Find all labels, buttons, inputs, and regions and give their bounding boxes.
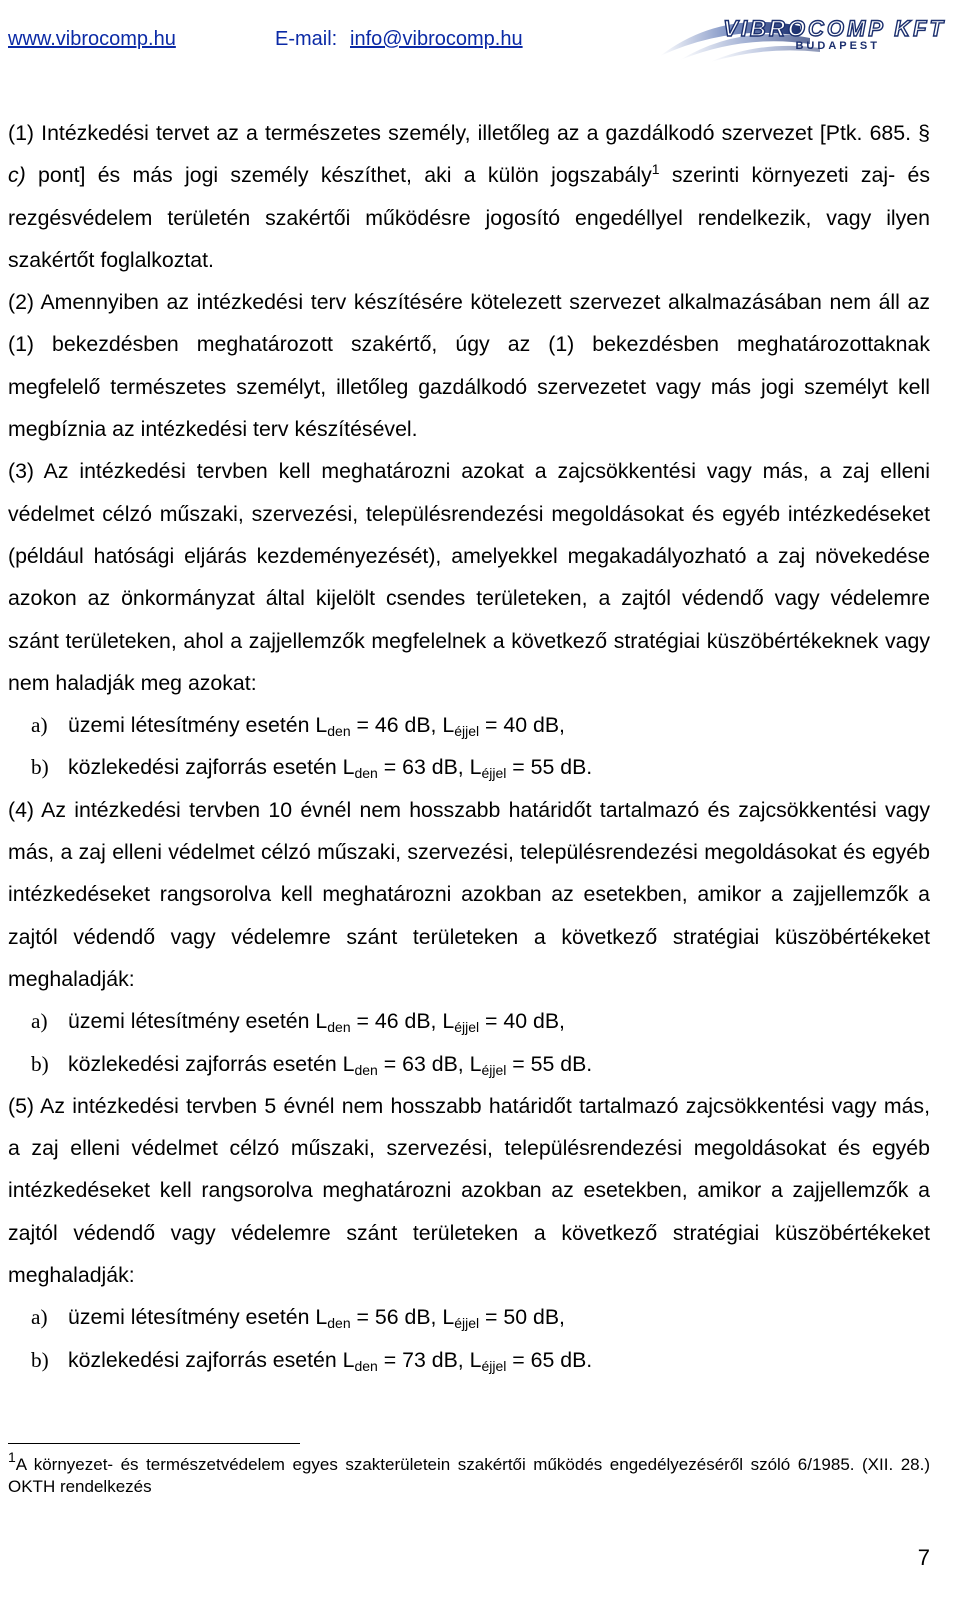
paragraph-3: (3) Az intézkedési tervben kell meghatározni azokat a zajcsökkentési vagy más, a zaj elleni védelmet célzó műszaki, szervezési, településrendezési megoldásokat és egyéb intézkedéseket (például hatósági eljárás kezdeményezését), amelyekkel megakadályozható a zaj növekedése azokon az önkormányzat által kijelölt csendes területeken, a zajtól védendő vagy védelemre szánt területeken, ahol a zajjellemzők megfelelnek a következő stratégiai küszöbértékeknek vagy nem haladják meg azokat:	[8, 459, 930, 695]
item-text: közlekedési zajforrás esetén L	[68, 755, 355, 780]
list-item	[8, 1339, 930, 1381]
paragraph-4: (4) Az intézkedési tervben 10 évnél nem hosszabb határidőt tartalmazó és zajcsökkentési vagy más, a zaj elleni védelmet célzó műszaki, szervezési, településrendezési megoldásokat és egyéb intézkedéseket rangsorolva kell meghatározni azokban az esetekben, amikor a zajjellemzők a zajtól védendő vagy védelemre szánt területeken a következő stratégiai küszöbértékeket meghaladják:	[8, 797, 930, 991]
email-link[interactable]: info@vibrocomp.hu	[350, 28, 523, 50]
item-text: = 50 dB,	[479, 1305, 565, 1330]
subscript: éjjel	[454, 723, 480, 740]
list-item	[8, 1000, 930, 1042]
item-text: közlekedési zajforrás esetén L	[68, 1347, 355, 1372]
subscript: den	[354, 1357, 378, 1374]
subscript: éjjel	[454, 1315, 480, 1332]
item-text: üzemi létesítmény esetén L	[68, 1009, 328, 1034]
email-label: E-mail:	[275, 28, 338, 50]
document-body	[8, 112, 930, 1381]
paragraph-1-text-c: szerinti környezeti zaj- és rezgésvédelem területén szakértői működésre jogosító engedéllyel rendelkezik, vagy ilyen szakértőt foglalkoztat.	[8, 163, 931, 272]
item-text: = 55 dB.	[506, 1051, 593, 1076]
footnote-text: A környezet- és természetvédelem egyes szakterületein szakértői működés engedélyezéséről szóló 6/1985. (XII. 28.) OKTH rendelkezés	[8, 1455, 930, 1496]
list-item	[8, 1296, 930, 1338]
subscript: éjjel	[481, 765, 507, 782]
paragraph-5: (5) Az intézkedési tervben 5 évnél nem hosszabb határidőt tartalmazó zajcsökkentési vagy más, a zaj elleni védelmet célzó műszaki, szervezési, településrendezési megoldásokat és egyéb intézkedéseket kell rangsorolva meghatározni azokban az esetekben, amikor a zajjellemzők a zajtól védendő vagy védelemre szánt területeken a következő stratégiai küszöbértékeket meghaladják:	[8, 1093, 930, 1288]
paragraph-2: (2) Amennyiben az intézkedési terv készítésére kötelezett szervezet alkalmazásában nem áll az (1) bekezdésben meghatározott szakértő, úgy az (1) bekezdésben meghatározottaknak megfelelő természetes személyt, illetőleg gazdálkodó szervezetet vagy más jogi személyt kell megbíznia az intézkedési terv készítésével.	[8, 290, 930, 442]
subscript: den	[327, 1315, 351, 1332]
subscript: éjjel	[481, 1357, 507, 1374]
website-link[interactable]: www.vibrocomp.hu	[8, 28, 176, 50]
list-item	[8, 1043, 930, 1085]
paragraph-1-text-a: (1) Intézkedési tervet az a természetes személy, illetőleg az a gazdálkodó szervezet [Ptk. 685. §	[8, 121, 930, 145]
item-text: = 46 dB, L	[350, 1009, 455, 1034]
item-text: = 63 dB, L	[377, 1051, 482, 1076]
footnote-number: 1	[8, 1449, 16, 1465]
list-marker: a)	[31, 713, 48, 738]
item-text: üzemi létesítmény esetén L	[68, 713, 328, 738]
list-marker: b)	[31, 1051, 49, 1076]
item-text: = 46 dB, L	[350, 713, 455, 738]
logo-city: BUDAPEST	[795, 40, 880, 52]
subscript: éjjel	[481, 1061, 507, 1078]
subscript: den	[354, 1061, 378, 1078]
subscript: den	[354, 765, 378, 782]
list-marker: a)	[31, 1009, 48, 1034]
footnote	[8, 1449, 930, 1498]
subscript: den	[327, 1019, 351, 1036]
item-text: = 65 dB.	[506, 1347, 593, 1372]
list-marker: a)	[31, 1305, 48, 1330]
footnote-ref[interactable]: 1	[651, 161, 660, 178]
paragraph-1	[8, 112, 930, 281]
item-text: üzemi létesítmény esetén L	[68, 1305, 328, 1330]
list-item	[8, 704, 930, 746]
list-marker: b)	[31, 755, 49, 780]
item-text: = 56 dB, L	[350, 1305, 455, 1330]
paragraph-1-text-b: pont] és más jogi személy készíthet, aki a külön jogszabály	[25, 163, 652, 188]
footnote-divider	[8, 1443, 300, 1444]
page-header	[0, 0, 960, 80]
subscript: den	[327, 723, 351, 740]
list-marker: b)	[31, 1347, 49, 1372]
item-text: közlekedési zajforrás esetén L	[68, 1051, 355, 1076]
subscript: éjjel	[454, 1019, 480, 1036]
item-text: = 73 dB, L	[377, 1347, 482, 1372]
item-text: = 63 dB, L	[377, 755, 482, 780]
logo-name: VIBROCOMP KFT	[723, 16, 946, 41]
item-text: = 55 dB.	[506, 755, 593, 780]
paragraph-1-italic: c)	[8, 163, 26, 188]
list-item	[8, 746, 930, 788]
item-text: = 40 dB,	[479, 713, 565, 738]
page-number: 7	[917, 1545, 930, 1570]
item-text: = 40 dB,	[479, 1009, 565, 1034]
company-logo	[650, 6, 950, 62]
